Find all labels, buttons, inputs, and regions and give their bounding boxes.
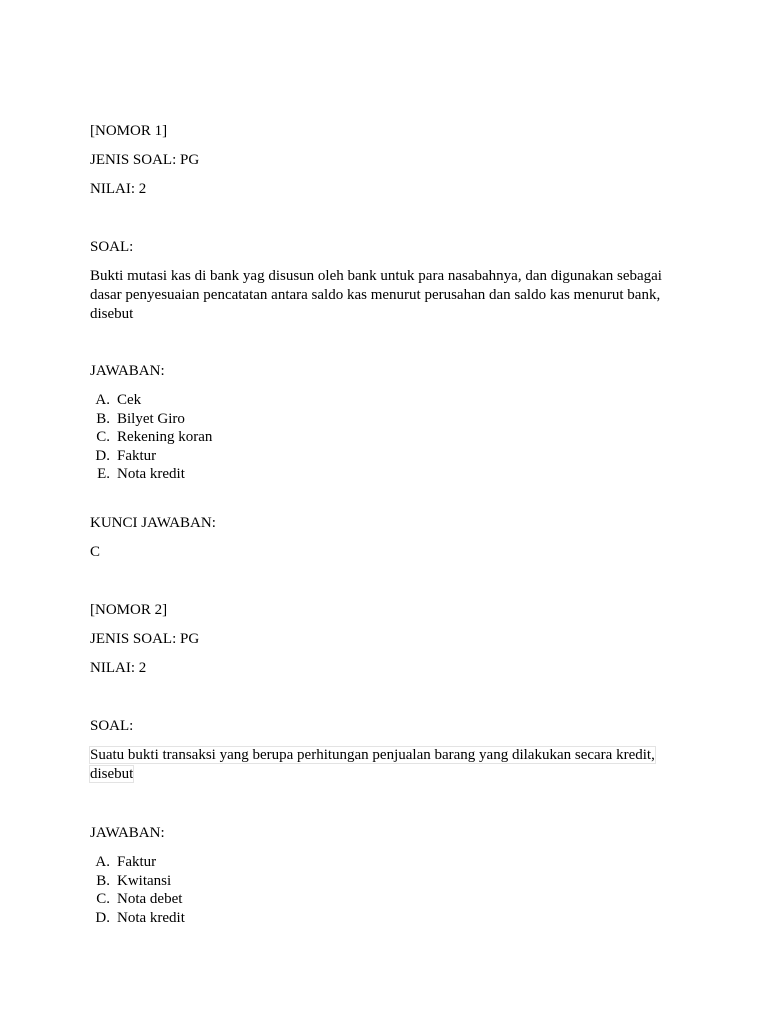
question-2-soal-block bbox=[90, 746, 665, 784]
question-1-jawaban-label: JAWABAN: bbox=[90, 363, 165, 379]
question-1-number: [NOMOR 1] bbox=[90, 123, 168, 139]
question-1-score: NILAI: 2 bbox=[90, 181, 147, 197]
option-letter: A. bbox=[95, 392, 110, 408]
question-1-option-e bbox=[90, 465, 185, 484]
option-letter: D. bbox=[95, 909, 110, 926]
question-2-option-a bbox=[90, 853, 157, 872]
option-letter: A. bbox=[95, 854, 110, 870]
question-1-option-c bbox=[90, 428, 213, 447]
option-text: Rekening koran bbox=[117, 429, 213, 446]
question-1-kunci-value: C bbox=[90, 544, 101, 560]
question-2-option-b bbox=[90, 872, 172, 891]
option-letter: B. bbox=[96, 872, 110, 889]
option-text: Kwitansi bbox=[117, 872, 172, 889]
question-2-jawaban-label: JAWABAN: bbox=[90, 825, 165, 841]
option-text: Nota kredit bbox=[117, 909, 185, 926]
question-2-options bbox=[90, 853, 185, 927]
question-2-type: JENIS SOAL: PG bbox=[90, 631, 200, 647]
question-2-number: [NOMOR 2] bbox=[90, 602, 168, 618]
option-letter: D. bbox=[95, 447, 110, 464]
option-text: Nota kredit bbox=[117, 466, 185, 483]
question-2-option-c bbox=[90, 890, 183, 909]
option-text: Nota debet bbox=[117, 891, 183, 908]
option-letter: B. bbox=[96, 410, 110, 427]
question-1-soal-label: SOAL: bbox=[90, 239, 134, 255]
option-letter: E. bbox=[97, 466, 110, 483]
option-letter: C. bbox=[96, 429, 110, 446]
option-text: Cek bbox=[117, 392, 142, 408]
question-1-option-a bbox=[90, 391, 142, 410]
question-2-soal-text: Suatu bukti transaksi yang berupa perhitungan penjualan barang yang dilakukan secara kredit, disebut bbox=[90, 747, 655, 782]
question-1-type: JENIS SOAL: PG bbox=[90, 152, 200, 168]
option-text: Faktur bbox=[117, 447, 157, 464]
option-text: Bilyet Giro bbox=[117, 410, 185, 427]
question-1-option-b bbox=[90, 410, 185, 429]
question-1-options bbox=[90, 391, 213, 484]
question-2-soal-label: SOAL: bbox=[90, 718, 134, 734]
question-1-option-d bbox=[90, 447, 157, 466]
question-2-option-d bbox=[90, 909, 185, 928]
question-2-score: NILAI: 2 bbox=[90, 660, 147, 676]
question-1-kunci-label: KUNCI JAWABAN: bbox=[90, 515, 216, 531]
question-1-soal-text: Bukti mutasi kas di bank yag disusun oleh bank untuk para nasabahnya, dan digunakan sebagai dasar penyesuaian pencatatan antara saldo kas menurut perusahan dan saldo kas menurut bank, disebut bbox=[90, 268, 662, 322]
option-letter: C. bbox=[96, 891, 110, 908]
option-text: Faktur bbox=[117, 854, 157, 870]
